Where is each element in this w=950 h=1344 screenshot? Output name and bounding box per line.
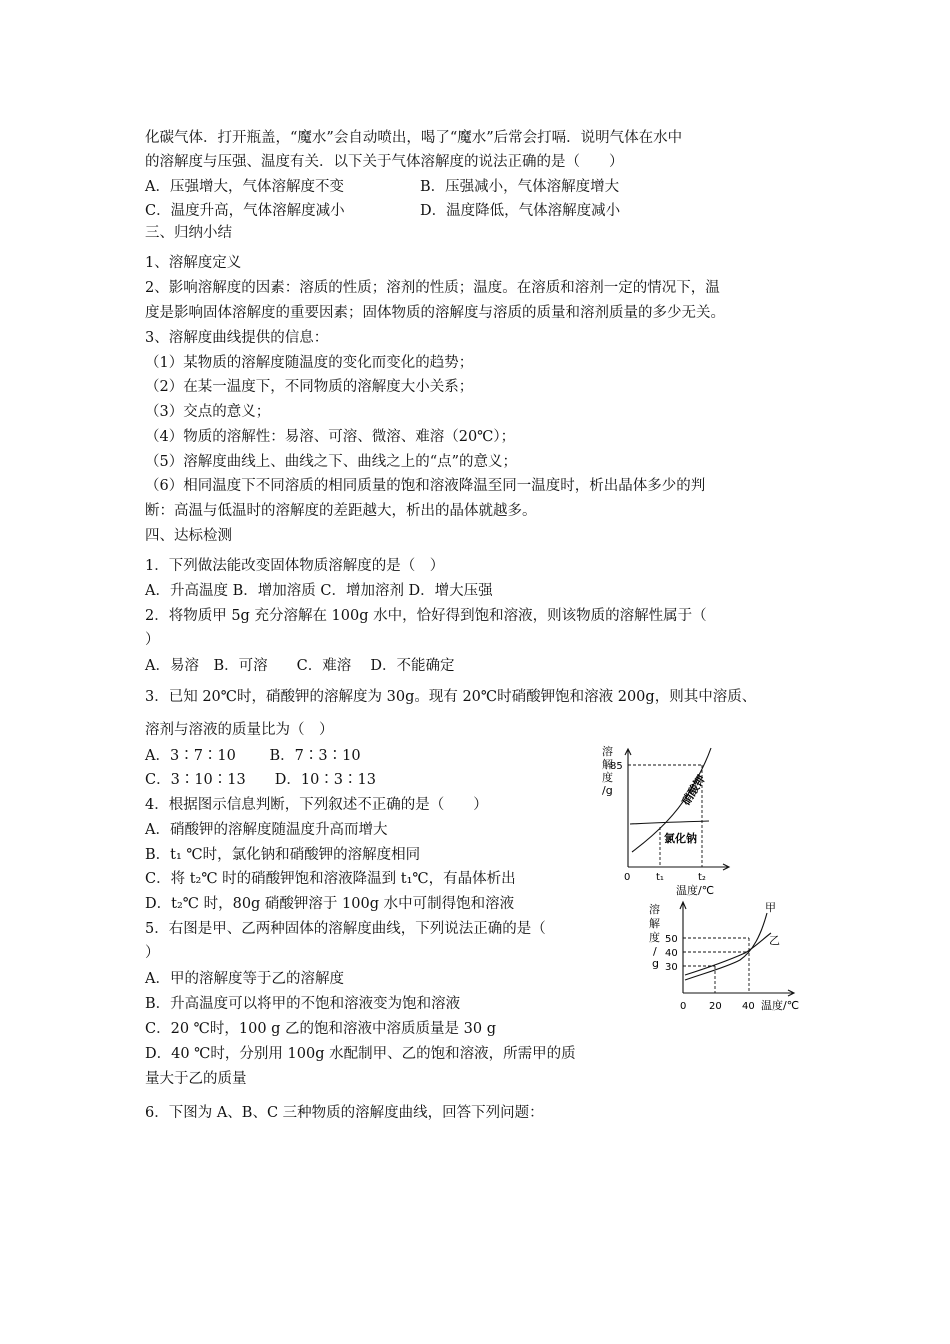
option-b: B．压强减小，气体溶解度增大 bbox=[420, 179, 620, 195]
option-c: C．将 t₂℃ 时的硝酸钾饱和溶液降温到 t₁℃，有晶体析出 bbox=[145, 871, 516, 887]
x-axis-label: 温度/℃ bbox=[761, 999, 800, 1012]
option-b: B．t₁ ℃时，氯化钠和硝酸钾的溶解度相同 bbox=[145, 847, 421, 863]
x-tick-label: t₁ bbox=[656, 872, 664, 883]
question-stem: 溶剂与溶液的质量比为（ ） bbox=[145, 722, 334, 738]
option-a: A．硝酸钾的溶解度随温度升高而增大 bbox=[145, 822, 388, 838]
y-axis-label: g bbox=[652, 957, 659, 970]
question-stem: 3．已知 20℃时，硝酸钾的溶解度为 30g。现有 20℃时硝酸钾饱和溶液 200g，则其中溶质、 bbox=[145, 689, 757, 705]
summary-item: 2、影响溶解度的因素：溶质的性质；溶剂的性质；温度。在溶质和溶剂一定的情况下，温 bbox=[145, 280, 720, 296]
summary-item: 度是影响固体溶解度的重要因素；固体物质的溶解度与溶质的质量和溶剂质量的多少无关。 bbox=[145, 305, 725, 321]
option-d: D．t₂℃ 时，80g 硝酸钾溶于 100g 水中可制得饱和溶液 bbox=[145, 896, 515, 912]
question-stem: 2．将物质甲 5g 充分溶解在 100g 水中，恰好得到饱和溶液，则该物质的溶解性属于（ bbox=[145, 608, 707, 624]
y-axis-label: 溶 bbox=[649, 903, 660, 916]
y-axis-label: 度 bbox=[602, 771, 613, 784]
summary-subitem: （1）某物质的溶解度随温度的变化而变化的趋势； bbox=[145, 355, 474, 371]
series-label-jia: 甲 bbox=[765, 901, 776, 914]
question-options: A．3∶7∶10 B．7∶3∶10 bbox=[145, 748, 361, 764]
series-line-nacl bbox=[630, 821, 709, 824]
summary-item: 3、溶解度曲线提供的信息： bbox=[145, 330, 329, 346]
y-axis-label: 溶 bbox=[602, 745, 613, 758]
question-stem: 1．下列做法能改变固体物质溶解度的是（ ） bbox=[145, 558, 445, 574]
y-axis-label: 解 bbox=[649, 917, 660, 930]
question-stem: 5．右图是甲、乙两种固体的溶解度曲线，下列说法正确的是（ bbox=[145, 921, 546, 937]
question-options: C．3∶10∶13 D．10∶3∶13 bbox=[145, 772, 376, 788]
option-a: A．压强增大，气体溶解度不变 bbox=[145, 179, 344, 195]
question-stem: ） bbox=[145, 945, 160, 961]
series-label-yi: 乙 bbox=[769, 934, 780, 947]
solubility-chart-kno3-nacl bbox=[596, 742, 732, 896]
summary-subitem: （5）溶解度曲线上、曲线之下、曲线之上的“点”的意义； bbox=[145, 454, 518, 470]
series-label-kno3: 硝酸钾 bbox=[679, 772, 709, 808]
x-axis-label: 温度/℃ bbox=[676, 884, 715, 896]
option-b: B．升高温度可以将甲的不饱和溶液变为饱和溶液 bbox=[145, 996, 461, 1012]
summary-subitem: （2）在某一温度下，不同物质的溶解度大小关系； bbox=[145, 379, 474, 395]
question-stem: 6．下图为 A、B、C 三种物质的溶解度曲线，回答下列问题： bbox=[145, 1105, 544, 1121]
option-c: C．20 ℃时，100 g 乙的饱和溶液中溶质质量是 30 g bbox=[145, 1021, 497, 1037]
x-tick-label: 0 bbox=[680, 1001, 687, 1012]
x-tick-label: 40 bbox=[742, 1001, 755, 1012]
option-d-continued: 量大于乙的质量 bbox=[145, 1071, 247, 1087]
y-axis-label: 解 bbox=[602, 758, 613, 771]
x-tick-label: 20 bbox=[709, 1001, 722, 1012]
y-tick-label: 85 bbox=[610, 761, 623, 772]
option-c: C．温度升高，气体溶解度减小 bbox=[145, 203, 345, 219]
summary-subitem: 断：高温与低温时的溶解度的差距越大，析出的晶体就越多。 bbox=[145, 503, 537, 519]
question-options: A．易溶 B．可溶 C．难溶 D．不能确定 bbox=[145, 658, 455, 674]
option-d: D．40 ℃时，分别用 100g 水配制甲、乙的饱和溶液，所需甲的质 bbox=[145, 1046, 576, 1062]
y-axis-label: / bbox=[653, 945, 657, 958]
section-heading: 四、达标检测 bbox=[145, 528, 232, 544]
question-stem: ） bbox=[145, 632, 160, 648]
text-line: 化碳气体．打开瓶盖，“魔水”会自动喷出，喝了“魔水”后常会打嗝．说明气体在水中 bbox=[145, 130, 683, 146]
solubility-chart-jia-yi bbox=[645, 895, 815, 1019]
question-stem: 的溶解度与压强、温度有关．以下关于气体溶解度的说法正确的是（ ） bbox=[145, 154, 624, 170]
question-stem: 4．根据图示信息判断，下列叙述不正确的是（ ） bbox=[145, 797, 488, 813]
option-a: A．甲的溶解度等于乙的溶解度 bbox=[145, 971, 344, 987]
series-line-yi bbox=[685, 933, 771, 975]
y-axis-label: 度 bbox=[649, 931, 660, 944]
y-tick-label: 50 bbox=[665, 934, 678, 945]
y-tick-label: 40 bbox=[665, 948, 678, 959]
summary-item: 1、溶解度定义 bbox=[145, 255, 242, 271]
summary-subitem: （6）相同温度下不同溶质的相同质量的饱和溶液降温至同一温度时，析出晶体多少的判 bbox=[145, 478, 706, 494]
y-axis-label: /g bbox=[602, 784, 613, 797]
y-tick-label: 30 bbox=[665, 962, 678, 973]
section-heading: 三、归纳小结 bbox=[145, 225, 232, 241]
question-options: A．升高温度 B．增加溶质 C．增加溶剂 D．增大压强 bbox=[145, 583, 493, 599]
summary-subitem: （4）物质的溶解性：易溶、可溶、微溶、难溶（20℃）； bbox=[145, 429, 516, 445]
option-d: D．温度降低，气体溶解度减小 bbox=[420, 203, 621, 219]
x-tick-label: 0 bbox=[624, 872, 631, 883]
series-label-nacl: 氯化钠 bbox=[664, 832, 697, 845]
x-tick-label: t₂ bbox=[698, 872, 706, 883]
summary-subitem: （3）交点的意义； bbox=[145, 404, 271, 420]
